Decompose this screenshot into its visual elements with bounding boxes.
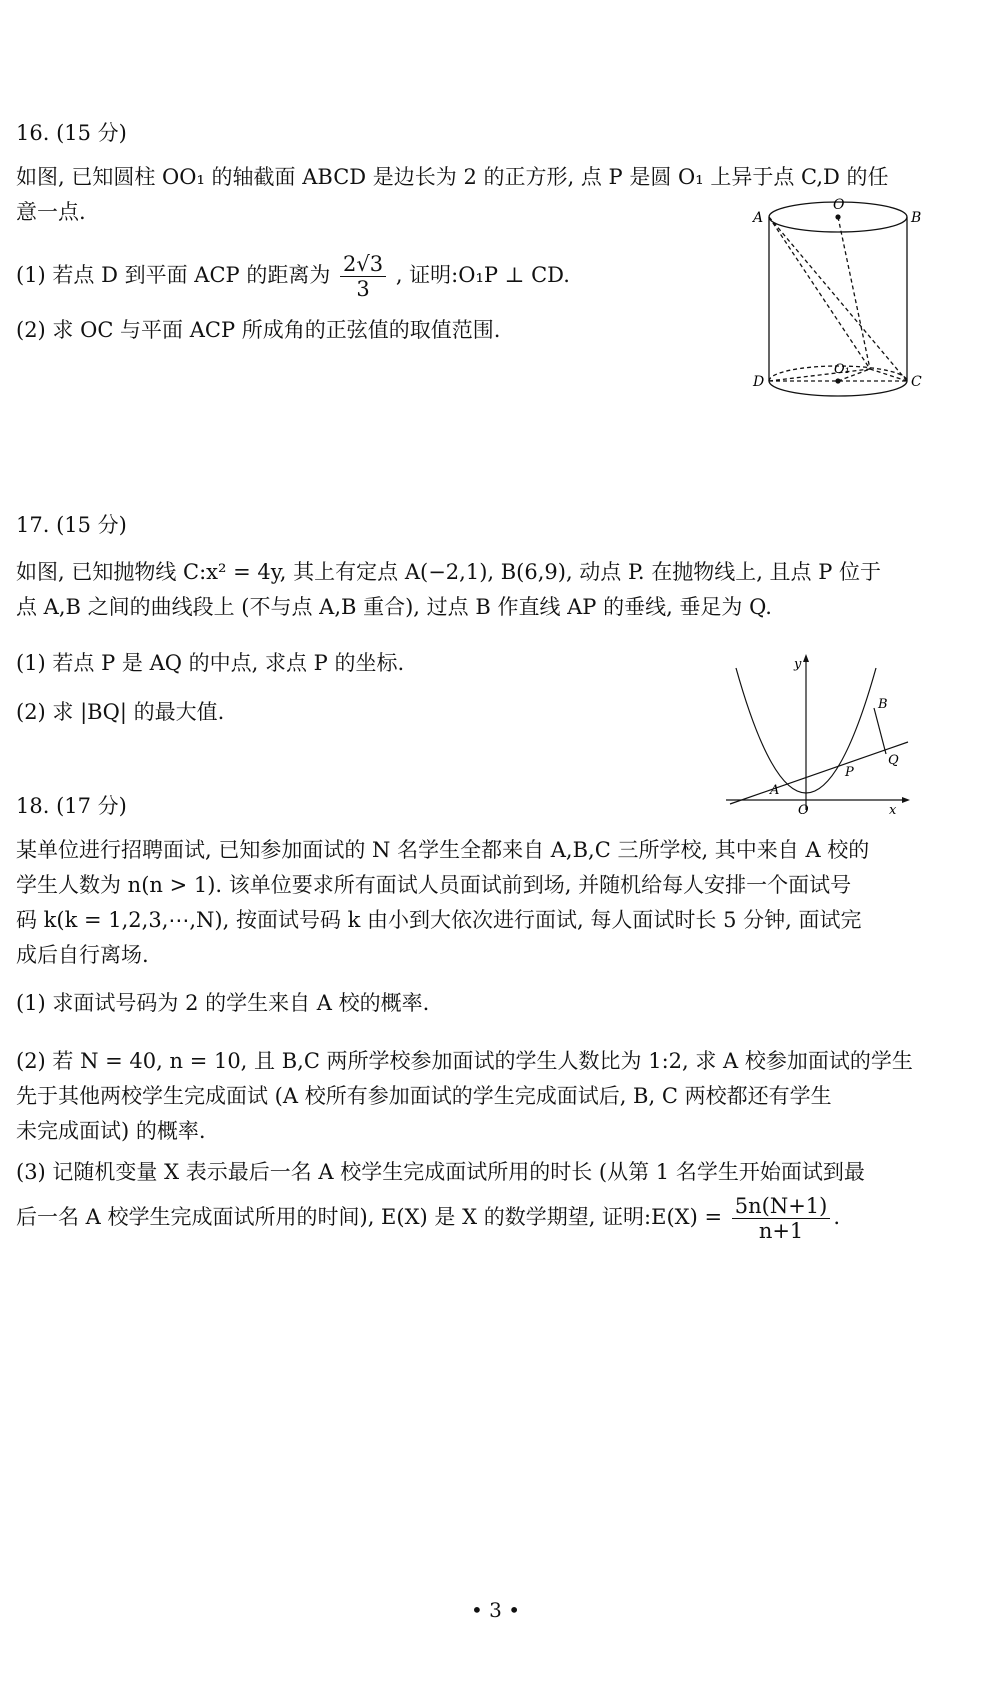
q16-stem-line-1: 如图, 已知圆柱 OO₁ 的轴截面 ABCD 是边长为 2 的正方形, 点 P 是圆 O₁ 上异于点 C,D 的任 xyxy=(16,165,889,189)
q18-part-3 xyxy=(16,1155,976,1243)
q17-stem-line-1: 如图, 已知抛物线 C:x² = 4y, 其上有定点 A(−2,1), B(6,9), 动点 P. 在抛物线上, 且点 P 位于 xyxy=(16,560,882,584)
label-C: C xyxy=(911,374,922,390)
q17-part-1: (1) 若点 P 是 AQ 的中点, 求点 P 的坐标. xyxy=(16,651,405,675)
label-B: B xyxy=(911,210,922,226)
fraction-numerator: 2√3 xyxy=(340,252,386,277)
segment-BQ xyxy=(874,708,886,754)
label-P: P xyxy=(845,765,854,780)
q18-part-2 xyxy=(16,1044,976,1149)
fraction-numerator: 5n(N+1) xyxy=(732,1194,831,1219)
q17-header: 17. (15 分) xyxy=(16,513,127,537)
q18-part-2-line-3: 未完成面试) 的概率. xyxy=(16,1119,206,1143)
q18-part-3-line-1: (3) 记随机变量 X 表示最后一名 A 校学生完成面试所用的时长 (从第 1 名学生开始面试到最 xyxy=(16,1160,865,1184)
segment-AC xyxy=(769,217,907,381)
expectation-fraction xyxy=(732,1194,831,1243)
label-B: B xyxy=(878,697,888,712)
point-O xyxy=(835,214,840,219)
q18-part-3-text: 后一名 A 校学生完成面试所用的时间), E(X) 是 X 的数学期望, 证明:E(X) = xyxy=(16,1205,723,1229)
q16-part-2: (2) 求 OC 与平面 ACP 所成角的正弦值的取值范围. xyxy=(16,318,501,342)
q18-part-3-tail: . xyxy=(833,1205,841,1229)
label-D: D xyxy=(753,374,765,390)
point-O1 xyxy=(835,378,840,383)
q16-stem-line-2: 意一点. xyxy=(16,200,86,224)
q16-part-1-tail: , 证明:O₁P ⊥ CD. xyxy=(395,263,570,287)
label-A: A xyxy=(753,210,764,226)
q16-distance-fraction xyxy=(340,252,386,301)
label-origin: O xyxy=(798,803,809,818)
cylinder-figure xyxy=(750,195,925,420)
label-O: O xyxy=(833,197,845,213)
q18-stem-line-3: 码 k(k = 1,2,3,⋯,N), 按面试号码 k 由小到大依次进行面试, 每人面试时长 5 分钟, 面试完 xyxy=(16,908,862,932)
segment-OP xyxy=(838,217,870,369)
q18-stem-line-1: 某单位进行招聘面试, 已知参加面试的 N 名学生全都来自 A,B,C 三所学校, 其中来自 A 校的 xyxy=(16,838,870,862)
label-x: x xyxy=(889,803,897,818)
q17-part-2: (2) 求 |BQ| 的最大值. xyxy=(16,700,225,724)
q18-stem-line-4: 成后自行离场. xyxy=(16,943,149,967)
q16-header: 16. (15 分) xyxy=(16,121,127,145)
q18-stem xyxy=(16,833,976,973)
q17-stem-line-2: 点 A,B 之间的曲线段上 (不与点 A,B 重合), 过点 B 作直线 AP 的垂线, 垂足为 Q. xyxy=(16,595,772,619)
y-axis-arrow xyxy=(803,654,809,662)
q18-part-2-line-1: (2) 若 N = 40, n = 10, 且 B,C 两所学校参加面试的学生人数比为 1:2, 求 A 校参加面试的学生 xyxy=(16,1049,913,1073)
label-A: A xyxy=(770,783,780,798)
q18-part-3-line-2 xyxy=(16,1194,976,1243)
q18-part-1: (1) 求面试号码为 2 的学生来自 A 校的概率. xyxy=(16,991,430,1015)
fraction-denominator: 3 xyxy=(356,277,370,301)
label-Q: Q xyxy=(888,753,899,768)
page-number: • 3 • xyxy=(470,1598,521,1622)
q17-stem xyxy=(16,555,976,625)
label-y: y xyxy=(794,657,802,672)
segment-AP xyxy=(769,217,870,369)
label-O1: O₁ xyxy=(834,362,850,377)
q18-stem-line-2: 学生人数为 n(n > 1). 该单位要求所有面试人员面试前到场, 并随机给每人安排一个面试号 xyxy=(16,873,852,897)
q16-part-1-text: (1) 若点 D 到平面 ACP 的距离为 xyxy=(16,263,331,287)
q18-part-2-line-2: 先于其他两校学生完成面试 (A 校所有参加面试的学生完成面试后, B, C 两校都还有学生 xyxy=(16,1084,832,1108)
fraction-denominator: n+1 xyxy=(758,1219,804,1243)
q18-header: 18. (17 分) xyxy=(16,794,127,818)
